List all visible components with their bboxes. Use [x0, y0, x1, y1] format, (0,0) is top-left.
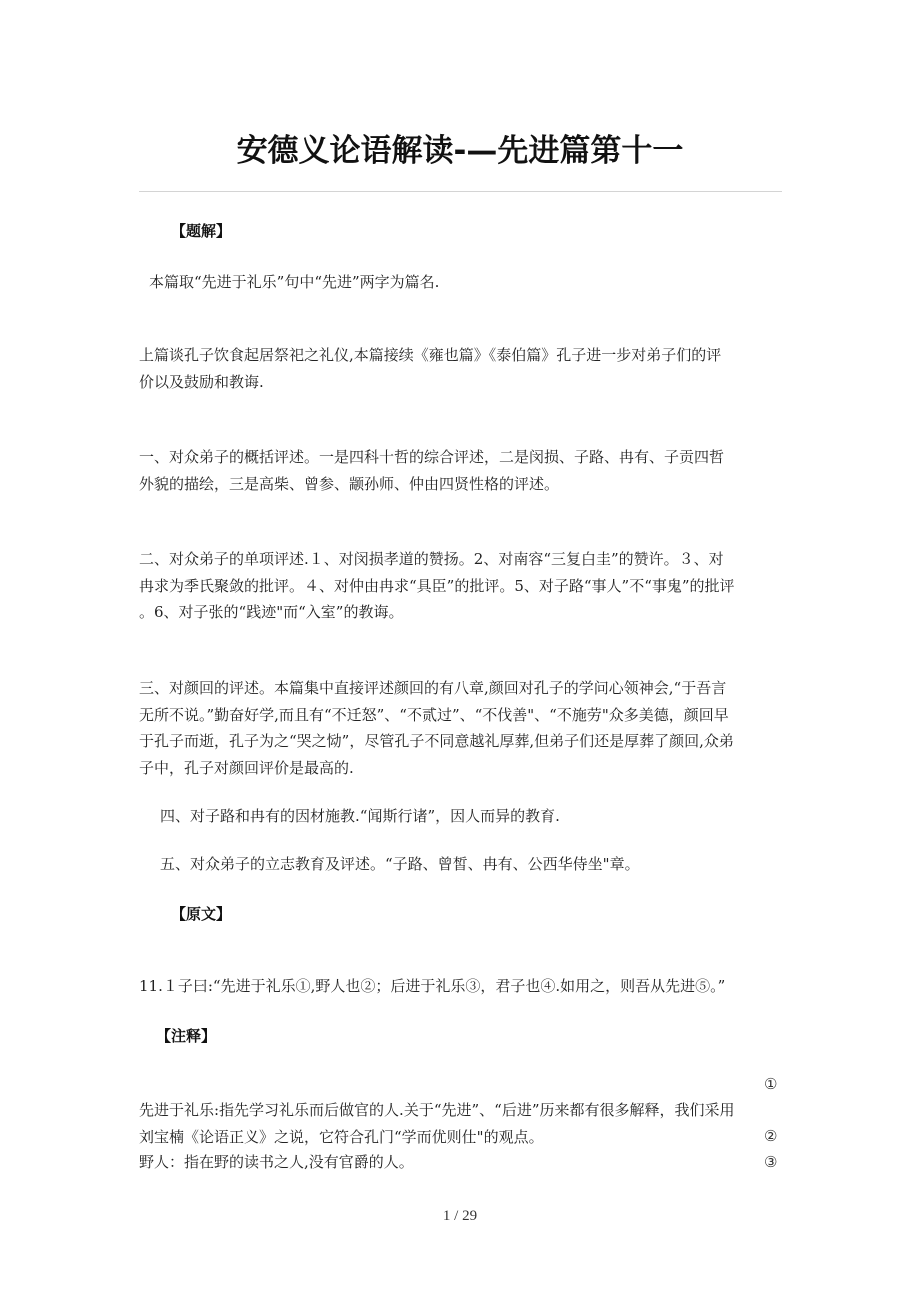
paragraph-line: 冉求为季氏聚敛的批评。４、对仲由冉求“具臣”的批评。5、对子路“事人”不“事鬼”的批评 — [139, 576, 735, 595]
original-text: 11.１子曰:“先进于礼乐①,野人也②；后进于礼乐③，君子也④.如用之，则吾从先进⑤。” — [139, 977, 726, 995]
paragraph-line: 。6、对子张的“践迹"而“入室”的教诲。 — [139, 603, 404, 621]
paragraph-line: 上篇谈孔子饮食起居祭祀之礼仪,本篇接续《雍也篇》《泰伯篇》孔子进一步对弟子们的评 — [139, 346, 722, 364]
paragraph-point-two — [139, 546, 784, 626]
intro-paragraph: 本篇取“先进于礼乐”句中“先进”两字为篇名. — [149, 273, 440, 291]
annotation-note-two: 野人：指在野的读书之人,没有官爵的人。 — [139, 1153, 414, 1171]
paragraph-point-four: 四、对子路和冉有的因材施教.“闻斯行诸”，因人而异的教育. — [160, 807, 560, 825]
paragraph-line: 于孔子而逝，孔子为之“哭之恸”，尽管孔子不同意越礼厚葬,但弟子们还是厚葬了颜回,众弟 — [139, 732, 734, 750]
paragraph-point-one — [139, 444, 784, 497]
annotation-marker: ① — [764, 1075, 778, 1093]
page-number: 1 / 29 — [442, 1208, 478, 1224]
paragraph-line: 三、对颜回的评述。本篇集中直接评述颜回的有八章,颜回对孔子的学问心领神会,“于吾言 — [139, 679, 727, 697]
paragraph-line: 价以及鼓励和教诲. — [139, 372, 264, 391]
annotation-marker: ② — [764, 1127, 778, 1145]
paragraph-line: 无所不说。”勤奋好学,而且有“不迁怒”、“不贰过”、“不伐善"、“不施劳"众多美德，颜回早 — [139, 705, 729, 724]
annotation-note-one — [139, 1097, 784, 1150]
paragraph-point-three — [139, 675, 784, 781]
section-heading-yuanwen: 【原文】 — [171, 905, 232, 923]
section-heading-zhushi: 【注释】 — [156, 1027, 217, 1045]
paragraph-line: 子中，孔子对颜回评价是最高的. — [139, 758, 354, 777]
annotation-marker: ③ — [764, 1153, 778, 1171]
paragraph-line: 二、对众弟子的单项评述.１、对闵损孝道的赞扬。2、对南容“三复白圭”的赞许。３、对 — [139, 550, 724, 568]
section-heading-tijie: 【题解】 — [171, 222, 232, 240]
paragraph-overview — [139, 342, 784, 395]
paragraph-line: 刘宝楠《论语正义》之说，它符合孔门“学而优则仕"的观点。 — [139, 1127, 544, 1146]
document-title: 安德义论语解读-—先进篇第十一 — [236, 133, 684, 169]
paragraph-point-five: 五、对众弟子的立志教育及评述。“子路、曾皙、冉有、公西华侍坐"章。 — [160, 855, 640, 873]
paragraph-line: 外貌的描绘，三是高柴、曾参、颛孙师、仲由四贤性格的评述。 — [139, 474, 560, 493]
title-divider — [139, 191, 782, 192]
paragraph-line: 一、对众弟子的概括评述。一是四科十哲的综合评述，二是闵损、子路、冉有、子贡四哲 — [139, 448, 725, 466]
paragraph-line: 先进于礼乐:指先学习礼乐而后做官的人.关于“先进”、“后进”历来都有很多解释，我们采用 — [139, 1101, 735, 1119]
